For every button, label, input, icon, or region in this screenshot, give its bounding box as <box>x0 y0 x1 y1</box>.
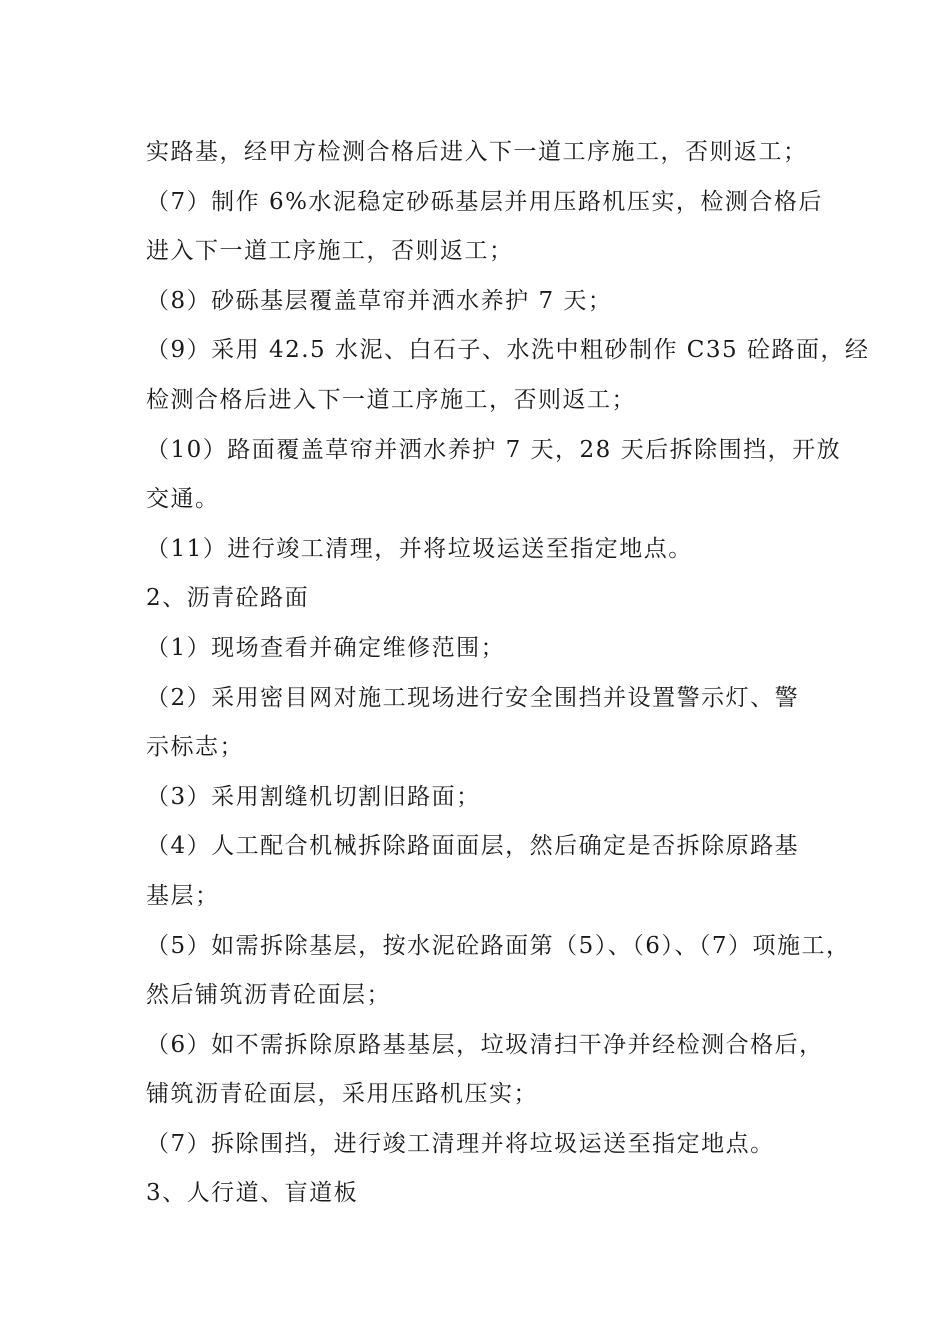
text-line: （3）采用割缝机切割旧路面； <box>146 783 481 810</box>
text-line: （8）砂砾基层覆盖草帘并洒水养护 7 天； <box>146 287 613 314</box>
text-line: 铺筑沥青砼面层，采用压路机压实； <box>146 1081 538 1108</box>
document-body <box>146 128 870 1219</box>
text-line: 示标志； <box>146 734 244 761</box>
text-line: 交通。 <box>146 486 220 513</box>
text-line: （1）现场查看并确定维修范围； <box>146 634 506 661</box>
text-line: （2）采用密目网对施工现场进行安全围挡并设置警示灯、警 <box>146 684 800 711</box>
text-line: （6）如不需拆除原路基基层，垃圾清扫干净并经检测合格后， <box>146 1031 824 1058</box>
text-line: 实路基，经甲方检测合格后进入下一道工序施工，否则返工； <box>146 139 808 165</box>
text-line: （7）拆除围挡，进行竣工清理并将垃圾运送至指定地点。 <box>146 1130 775 1157</box>
section-heading: 2、沥青砼路面 <box>146 585 310 612</box>
text-line: （7）制作 6%水泥稳定砂砾基层并用压路机压实，检测合格后 <box>146 188 823 215</box>
text-line: （10）路面覆盖草帘并洒水养护 7 天，28 天后拆除围挡，开放 <box>146 436 842 463</box>
text-line: 检测合格后进入下一道工序施工，否则返工； <box>146 386 636 413</box>
text-line: 然后铺筑沥青砼面层； <box>146 982 391 1009</box>
text-line: 基层； <box>146 882 220 909</box>
text-line: （4）人工配合机械拆除路面面层，然后确定是否拆除原路基 <box>146 833 800 860</box>
section-heading: 3、人行道、盲道板 <box>146 1180 359 1207</box>
text-line: 进入下一道工序施工，否则返工； <box>146 238 514 265</box>
text-line: （5）如需拆除基层，按水泥砼路面第（5）、（6）、（7）项施工， <box>146 932 851 959</box>
text-line: （11）进行竣工清理，并将垃圾运送至指定地点。 <box>146 535 693 562</box>
text-line: （9）采用 42.5 水泥、白石子、水洗中粗砂制作 C35 砼路面，经 <box>146 337 870 364</box>
